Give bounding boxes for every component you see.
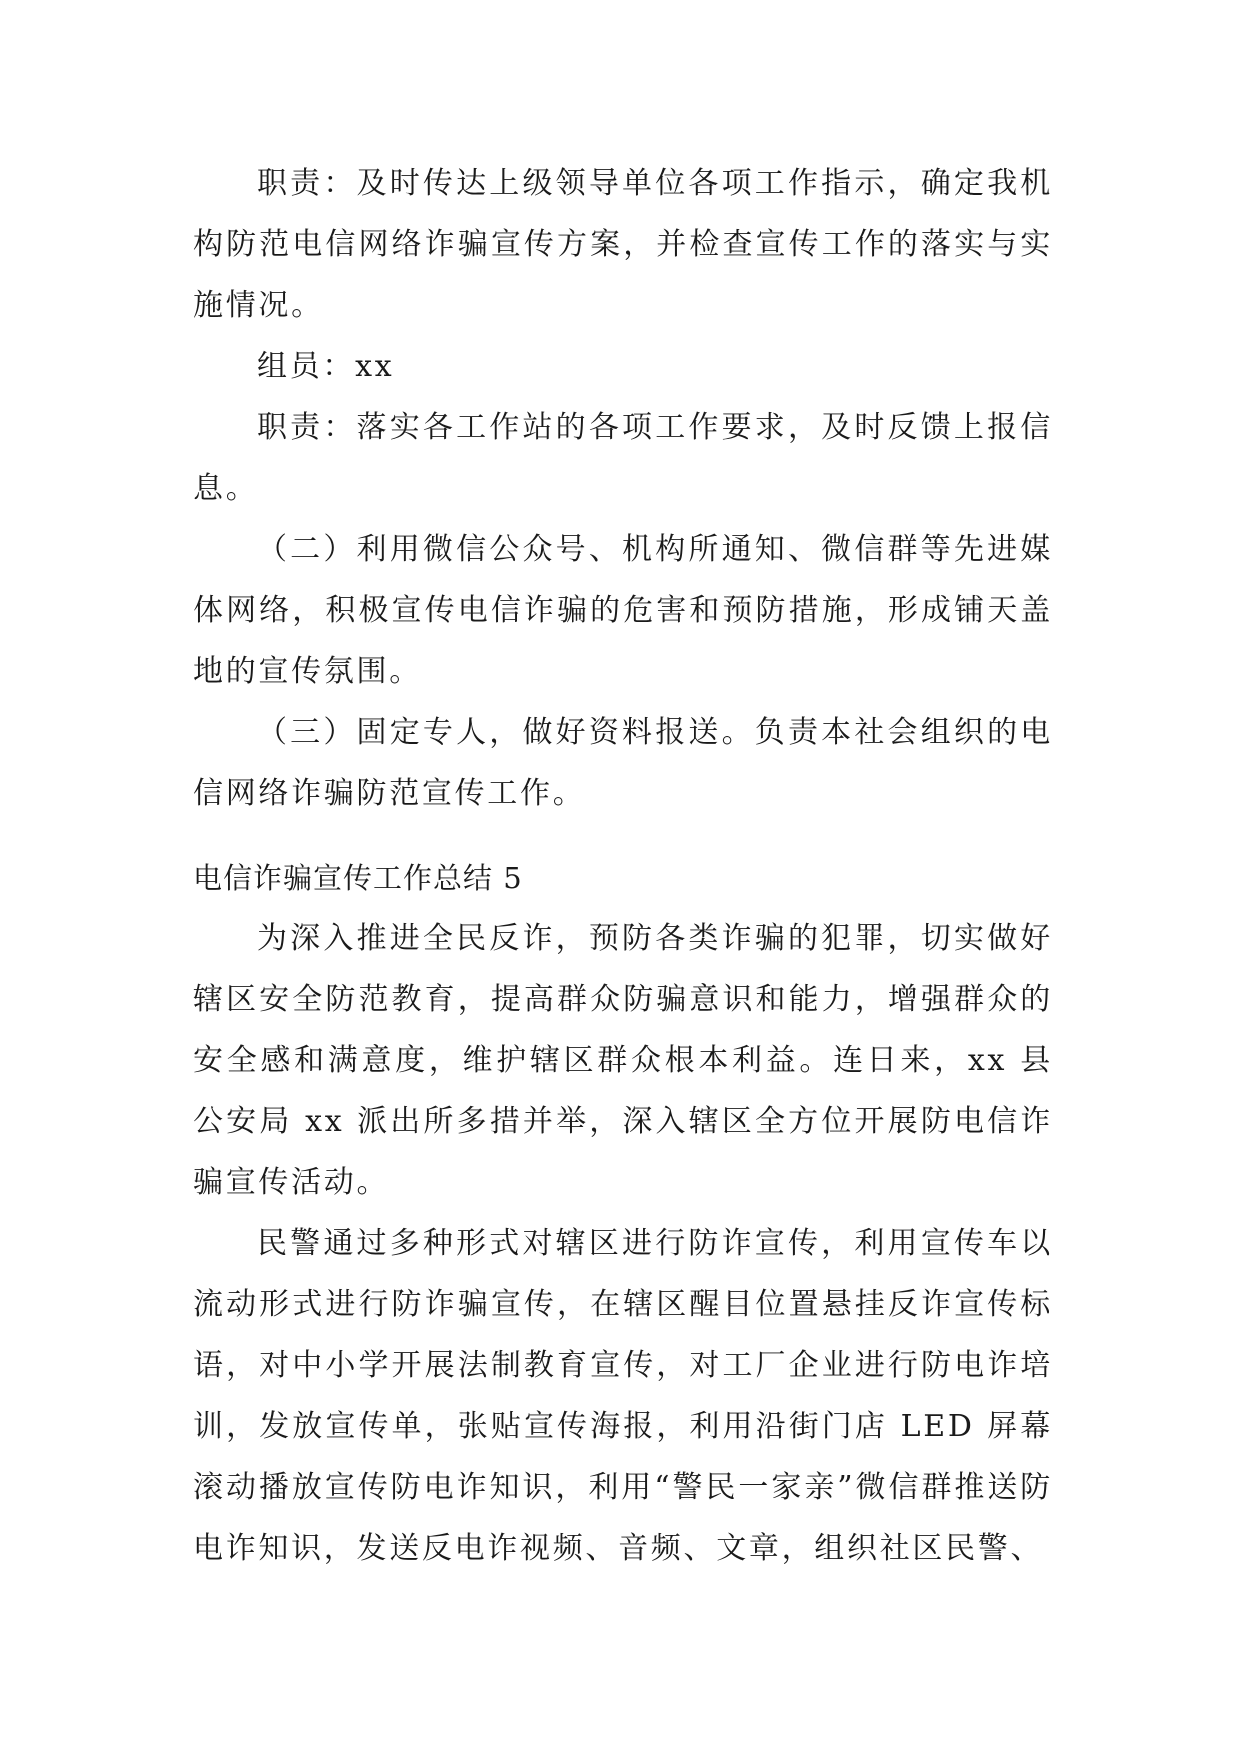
paragraph-police-measures: 民警通过多种形式对辖区进行防诈宣传，利用宣传车以流动形式进行防诈骗宣传，在辖区醒目位置悬挂反诈宣传标语，对中小学开展法制教育宣传，对工厂企业进行防电诈培训，发放宣传单，张贴宣传海报，利用沿街门店 LED 屏幕滚动播放宣传防电诈知识，利用“警民一家亲”微信群推送防电诈知识，发送反电诈视频、音频、文章，组织社区民警、 [193, 1226, 1053, 1566]
section-title: 电信诈骗宣传工作总结 5 [193, 861, 523, 895]
paragraph-point-two: （二）利用微信公众号、机构所通知、微信群等先进媒体网络，积极宣传电信诈骗的危害和预防措施，形成铺天盖地的宣传氛围。 [193, 532, 1053, 689]
paragraph-member-duties: 职责：落实各工作站的各项工作要求，及时反馈上报信息。 [193, 410, 1053, 506]
paragraph-leader-duties: 职责：及时传达上级领导单位各项工作指示，确定我机构防范电信网络诈骗宣传方案，并检查宣传工作的落实与实施情况。 [193, 166, 1053, 323]
paragraph-member: 组员：xx [257, 349, 395, 384]
paragraph-point-three: （三）固定专人，做好资料报送。负责本社会组织的电信网络诈骗防范宣传工作。 [193, 715, 1053, 811]
paragraph-intro: 为深入推进全民反诈，预防各类诈骗的犯罪，切实做好辖区安全防范教育，提高群众防骗意识和能力，增强群众的安全感和满意度，维护辖区群众根本利益。连日来，xx 县公安局 xx 派出所多措并举，深入辖区全方位开展防电信诈骗宣传活动。 [193, 921, 1053, 1200]
